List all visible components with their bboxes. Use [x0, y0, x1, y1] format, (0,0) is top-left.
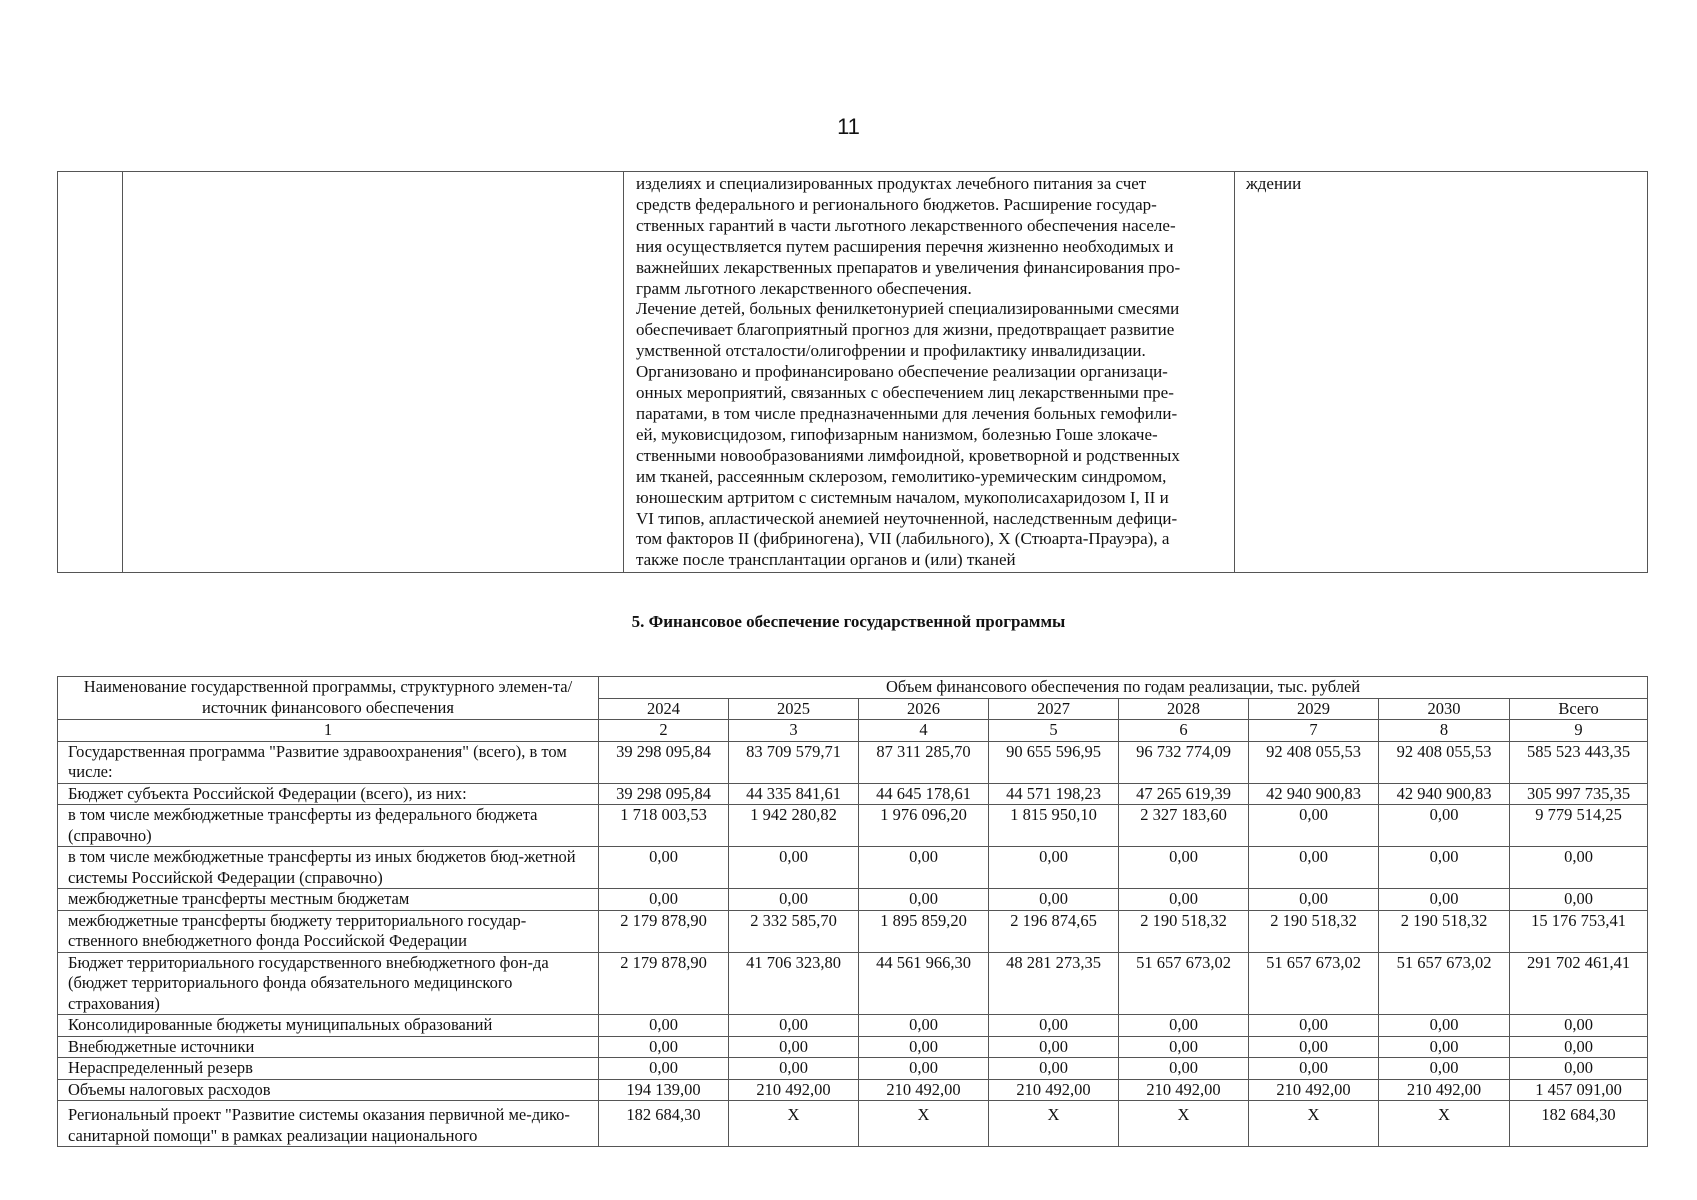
header-year-cell: 2026 [859, 698, 989, 720]
row-value-cell: 0,00 [1249, 1015, 1379, 1037]
description-line: обеспечивает благоприятный прогноз для жизни, предотвращает развитие [636, 320, 1175, 340]
description-line: Организовано и профинансировано обеспечение реализации организаци- [636, 362, 1168, 382]
row-value-cell: 39 298 095,84 [599, 783, 729, 805]
row-value-cell: 2 190 518,32 [1379, 910, 1510, 952]
row-total-cell: 291 702 461,41 [1510, 952, 1648, 1015]
description-line: онных мероприятий, связанных с обеспечением лиц лекарственными пре- [636, 383, 1174, 403]
description-line: паратами, в том числе предназначенными для лечения больных гемофили- [636, 403, 1178, 423]
row-value-cell: 0,00 [1249, 889, 1379, 911]
row-name-cell: Бюджет субъекта Российской Федерации (всего), из них: [58, 783, 599, 805]
continuation-cell-number [58, 172, 123, 573]
row-value-cell: 44 571 198,23 [989, 783, 1119, 805]
row-value-cell: 0,00 [599, 1015, 729, 1037]
row-value-cell: 0,00 [989, 1058, 1119, 1080]
continuation-cell-note: ждении [1235, 172, 1648, 573]
row-value-cell: 0,00 [859, 889, 989, 911]
row-value-cell: 44 645 178,61 [859, 783, 989, 805]
row-value-cell: 0,00 [1119, 1058, 1249, 1080]
row-value-cell: 2 179 878,90 [599, 910, 729, 952]
row-value-cell: 210 492,00 [859, 1079, 989, 1101]
table-row [58, 910, 1648, 952]
description-line: умственной отсталости/олигофрении и профилактику инвалидизации. [636, 341, 1146, 361]
row-value-cell: 0,00 [1379, 805, 1510, 847]
row-value-cell: 210 492,00 [1379, 1079, 1510, 1101]
row-value-cell: 2 332 585,70 [729, 910, 859, 952]
row-value-cell: 0,00 [989, 1036, 1119, 1058]
row-value-cell: 0,00 [599, 847, 729, 889]
row-name-cell: Внебюджетные источники [58, 1036, 599, 1058]
row-value-cell: X [859, 1101, 989, 1147]
row-name-cell: Государственная программа "Развитие здравоохранения" (всего), в том числе: [58, 741, 599, 783]
row-value-cell: 0,00 [1249, 847, 1379, 889]
row-value-cell: 0,00 [1119, 847, 1249, 889]
column-number-cell: 8 [1379, 720, 1510, 742]
table-row [58, 847, 1648, 889]
row-value-cell: 44 561 966,30 [859, 952, 989, 1015]
column-number-cell: 2 [599, 720, 729, 742]
row-name-cell: Региональный проект "Развитие системы оказания первичной ме-дико-санитарной помощи" в рамках реализации национального [58, 1101, 599, 1147]
row-value-cell: 1 942 280,82 [729, 805, 859, 847]
column-number-cell: 3 [729, 720, 859, 742]
row-value-cell: X [989, 1101, 1119, 1147]
row-value-cell: 51 657 673,02 [1119, 952, 1249, 1015]
description-line: им тканей, рассеянным склерозом, гемолитико-уремическим синдромом, [636, 466, 1167, 486]
row-value-cell: 2 196 874,65 [989, 910, 1119, 952]
row-total-cell: 0,00 [1510, 847, 1648, 889]
row-value-cell: 0,00 [1119, 889, 1249, 911]
row-value-cell: 51 657 673,02 [1379, 952, 1510, 1015]
finance-table [57, 676, 1648, 1147]
row-value-cell: 1 895 859,20 [859, 910, 989, 952]
row-value-cell: 0,00 [1379, 1036, 1510, 1058]
header-year-cell: 2027 [989, 698, 1119, 720]
row-value-cell: 92 408 055,53 [1249, 741, 1379, 783]
row-value-cell: 0,00 [989, 1015, 1119, 1037]
row-value-cell: X [1119, 1101, 1249, 1147]
row-value-cell: 0,00 [729, 1015, 859, 1037]
description-line: средств федерального и регионального бюджетов. Расширение государ- [636, 194, 1157, 214]
row-value-cell: 0,00 [1249, 1058, 1379, 1080]
row-value-cell: 0,00 [1379, 1058, 1510, 1080]
row-value-cell: 194 139,00 [599, 1079, 729, 1101]
row-value-cell: 41 706 323,80 [729, 952, 859, 1015]
row-value-cell: 0,00 [1119, 1015, 1249, 1037]
column-number-cell: 4 [859, 720, 989, 742]
table-row [58, 1015, 1648, 1037]
row-value-cell: 0,00 [859, 1058, 989, 1080]
row-name-cell: в том числе межбюджетные трансферты из иных бюджетов бюд-жетной системы Российской Федерации (справочно) [58, 847, 599, 889]
row-value-cell: 0,00 [729, 847, 859, 889]
row-value-cell: 210 492,00 [989, 1079, 1119, 1101]
row-value-cell: 1 815 950,10 [989, 805, 1119, 847]
description-line: Лечение детей, больных фенилкетонурией специализированными смесями [636, 299, 1180, 319]
row-total-cell: 585 523 443,35 [1510, 741, 1648, 783]
row-value-cell: 2 190 518,32 [1249, 910, 1379, 952]
row-value-cell: 0,00 [859, 847, 989, 889]
row-value-cell: 0,00 [989, 889, 1119, 911]
row-value-cell: 0,00 [989, 847, 1119, 889]
header-year-cell: 2029 [1249, 698, 1379, 720]
row-name-cell: межбюджетные трансферты местным бюджетам [58, 889, 599, 911]
description-line: грамм льготного лекарственного обеспечения. [636, 278, 972, 298]
row-value-cell: X [729, 1101, 859, 1147]
description-line: VI типов, апластической анемией неуточненной, наследственным дефици- [636, 508, 1178, 528]
description-line: ния осуществляется путем расширения перечня жизненно необходимых и [636, 236, 1174, 256]
row-value-cell: 87 311 285,70 [859, 741, 989, 783]
section-title: 5. Финансовое обеспечение государственной программы [631, 612, 1066, 631]
row-name-cell: межбюджетные трансферты бюджету территориального государ-ственного внебюджетного фонда Российской Федерации [58, 910, 599, 952]
row-total-cell: 0,00 [1510, 1036, 1648, 1058]
row-total-cell: 0,00 [1510, 1015, 1648, 1037]
row-total-cell: 305 997 735,35 [1510, 783, 1648, 805]
row-value-cell: 0,00 [729, 1036, 859, 1058]
row-value-cell: 0,00 [599, 889, 729, 911]
header-year-cell: 2030 [1379, 698, 1510, 720]
continuation-cell-description [624, 172, 1235, 573]
row-total-cell: 182 684,30 [1510, 1101, 1648, 1147]
continuation-cell-name [123, 172, 624, 573]
row-value-cell: 0,00 [1379, 847, 1510, 889]
row-name-cell: Консолидированные бюджеты муниципальных образований [58, 1015, 599, 1037]
row-value-cell: 1 976 096,20 [859, 805, 989, 847]
column-number-cell: 7 [1249, 720, 1379, 742]
row-name-cell: Бюджет территориального государственного внебюджетного фон-да (бюджет территориального фонда обязательного медицинского страхования) [58, 952, 599, 1015]
description-line: изделиях и специализированных продуктах лечебного питания за счет [636, 174, 1147, 193]
row-value-cell: 42 940 900,83 [1379, 783, 1510, 805]
table-row [58, 889, 1648, 911]
continuation-row [58, 172, 1648, 573]
row-value-cell: 96 732 774,09 [1119, 741, 1249, 783]
table-row [58, 783, 1648, 805]
row-total-cell: 9 779 514,25 [1510, 805, 1648, 847]
description-line: ственными новообразованиями лимфоидной, кроветворной и родственных [636, 445, 1180, 465]
finance-table-body [58, 741, 1648, 1147]
description-line: ственных гарантий в части льготного лекарственного обеспечения населе- [636, 215, 1176, 235]
row-value-cell: 48 281 273,35 [989, 952, 1119, 1015]
row-total-cell: 15 176 753,41 [1510, 910, 1648, 952]
table-row [58, 1036, 1648, 1058]
row-value-cell: 0,00 [1249, 1036, 1379, 1058]
description-line: важнейших лекарственных препаратов и увеличения финансирования про- [636, 257, 1181, 277]
table-row [58, 1058, 1648, 1080]
header-name-cell: Наименование государственной программы, структурного элемен-та/источник финансового обеспечения [58, 677, 599, 720]
table-row [58, 1101, 1648, 1147]
description-line: также после трансплантации органов и (или) тканей [636, 550, 1016, 570]
row-value-cell: 182 684,30 [599, 1101, 729, 1147]
row-value-cell: X [1379, 1101, 1510, 1147]
table-row [58, 1079, 1648, 1101]
row-value-cell: 0,00 [859, 1015, 989, 1037]
column-number-cell: 1 [58, 720, 599, 742]
row-value-cell: X [1249, 1101, 1379, 1147]
row-value-cell: 92 408 055,53 [1379, 741, 1510, 783]
row-value-cell: 83 709 579,71 [729, 741, 859, 783]
row-total-cell: 0,00 [1510, 1058, 1648, 1080]
row-value-cell: 0,00 [599, 1058, 729, 1080]
row-value-cell: 2 179 878,90 [599, 952, 729, 1015]
table-row [58, 805, 1648, 847]
row-name-cell: Нераспределенный резерв [58, 1058, 599, 1080]
row-value-cell: 51 657 673,02 [1249, 952, 1379, 1015]
row-value-cell: 42 940 900,83 [1249, 783, 1379, 805]
description-line: ей, муковисцидозом, гипофизарным нанизмом, болезнью Гоше злокаче- [636, 424, 1158, 444]
row-value-cell: 47 265 619,39 [1119, 783, 1249, 805]
row-value-cell: 2 327 183,60 [1119, 805, 1249, 847]
table-row [58, 952, 1648, 1015]
header-total-cell: Всего [1510, 698, 1648, 720]
row-value-cell: 0,00 [1119, 1036, 1249, 1058]
header-year-cell: 2028 [1119, 698, 1249, 720]
row-value-cell: 44 335 841,61 [729, 783, 859, 805]
row-value-cell: 90 655 596,95 [989, 741, 1119, 783]
row-total-cell: 1 457 091,00 [1510, 1079, 1648, 1101]
column-number-cell: 9 [1510, 720, 1648, 742]
row-value-cell: 0,00 [1249, 805, 1379, 847]
row-value-cell: 210 492,00 [1119, 1079, 1249, 1101]
row-value-cell: 0,00 [1379, 889, 1510, 911]
continuation-table [57, 171, 1648, 573]
row-value-cell: 39 298 095,84 [599, 741, 729, 783]
description-line: юношеским артритом с системным началом, мукополисахаридозом I, II и [636, 487, 1169, 507]
page-number: 11 [837, 114, 860, 139]
description-line: том факторов II (фибриногена), VII (лабильного), X (Стюарта-Прауэра), а [636, 529, 1170, 549]
header-row [58, 677, 1648, 699]
row-value-cell: 1 718 003,53 [599, 805, 729, 847]
row-total-cell: 0,00 [1510, 889, 1648, 911]
column-number-cell: 5 [989, 720, 1119, 742]
column-number-row [58, 720, 1648, 742]
column-number-cell: 6 [1119, 720, 1249, 742]
row-value-cell: 2 190 518,32 [1119, 910, 1249, 952]
row-value-cell: 210 492,00 [729, 1079, 859, 1101]
row-name-cell: в том числе межбюджетные трансферты из федерального бюджета (справочно) [58, 805, 599, 847]
row-value-cell: 0,00 [729, 1058, 859, 1080]
header-year-cell: 2025 [729, 698, 859, 720]
header-volume-cell: Объем финансового обеспечения по годам реализации, тыс. рублей [599, 677, 1648, 699]
row-name-cell: Объемы налоговых расходов [58, 1079, 599, 1101]
row-value-cell: 0,00 [859, 1036, 989, 1058]
table-row [58, 741, 1648, 783]
row-value-cell: 0,00 [599, 1036, 729, 1058]
row-value-cell: 0,00 [1379, 1015, 1510, 1037]
row-value-cell: 0,00 [729, 889, 859, 911]
row-value-cell: 210 492,00 [1249, 1079, 1379, 1101]
header-year-cell: 2024 [599, 698, 729, 720]
